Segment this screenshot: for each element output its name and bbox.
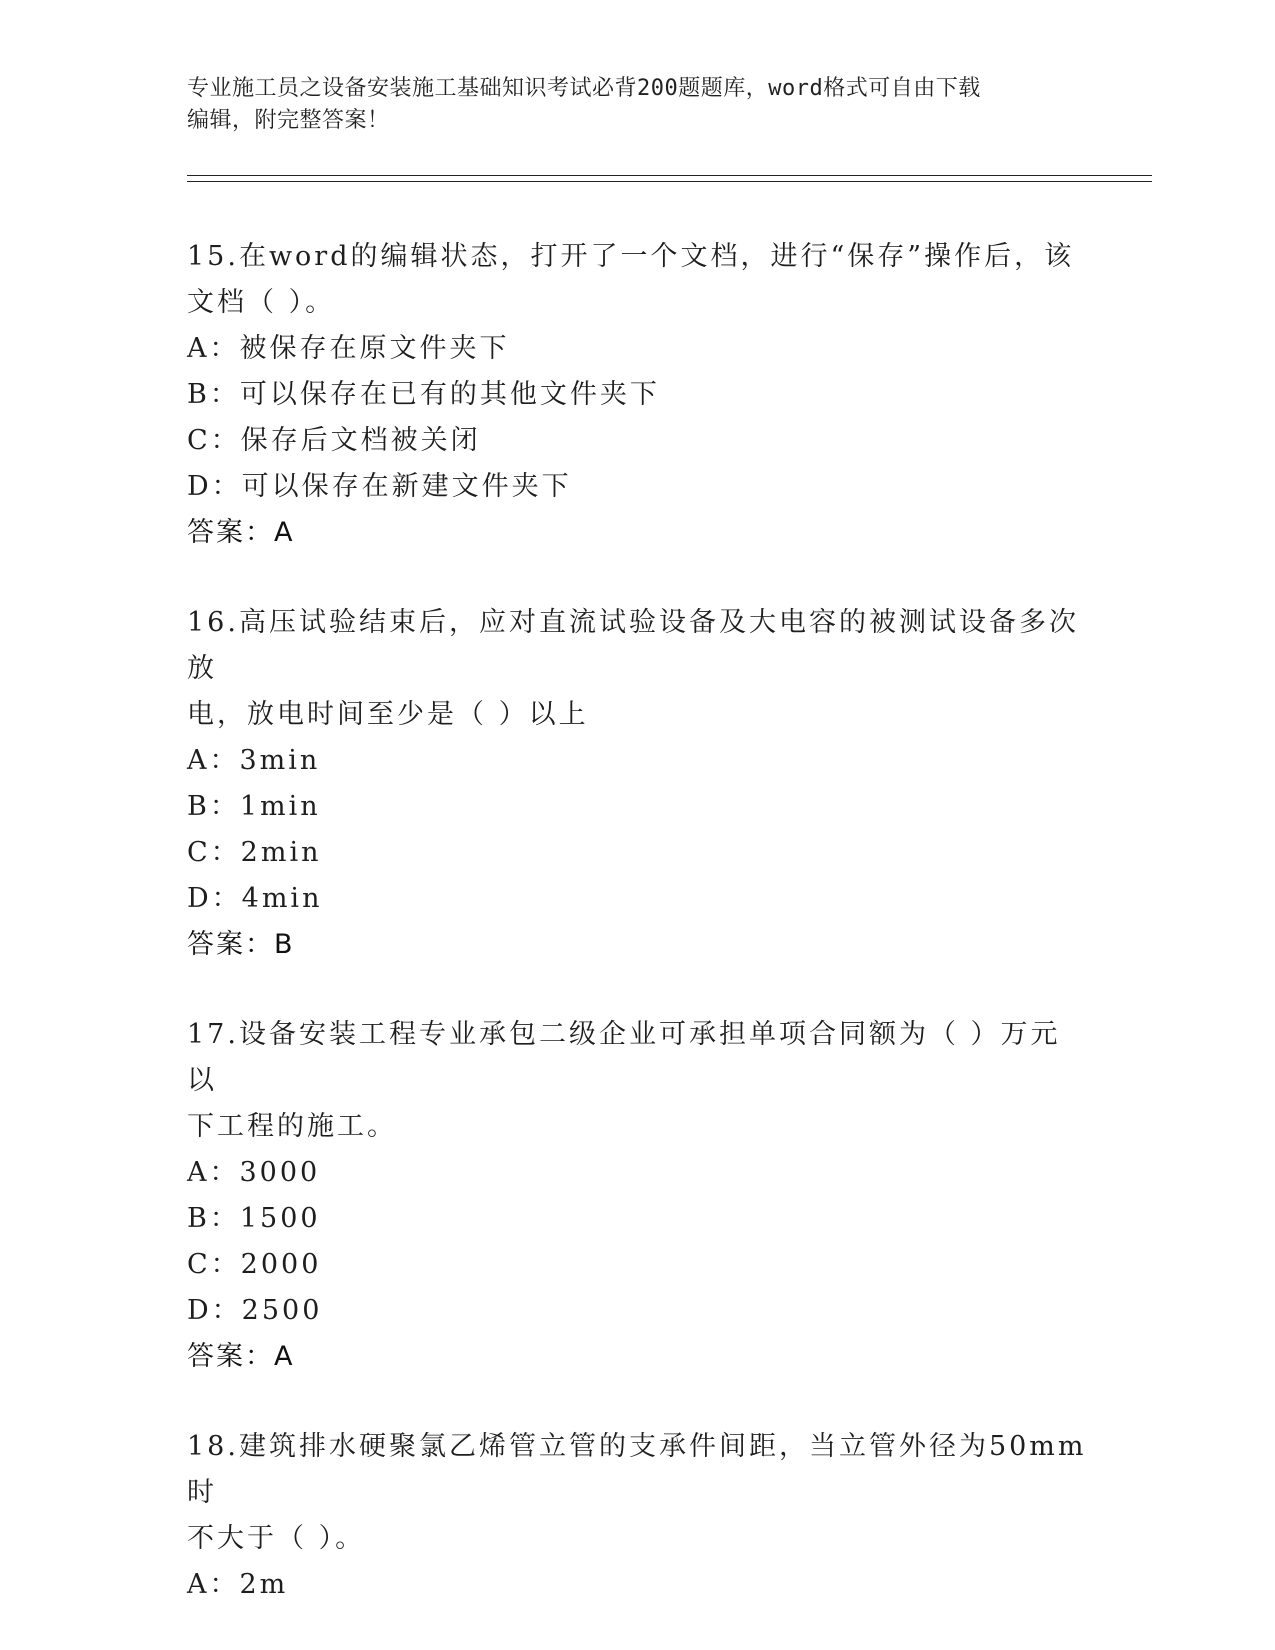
option-c: C：2min xyxy=(187,837,322,868)
option-d: D：2500 xyxy=(187,1295,323,1326)
answer-label: 答案：B xyxy=(187,929,295,960)
option-b: B：1500 xyxy=(187,1203,321,1234)
option-a: A：3min xyxy=(187,745,321,776)
option-d: D：4min xyxy=(187,883,323,914)
option-b: B：1min xyxy=(187,791,321,822)
header-divider-bottom xyxy=(187,181,1152,182)
question-16 xyxy=(187,600,1087,968)
question-stem: 16.高压试验结束后，应对直流试验设备及大电容的被测试设备多次放 电，放电时间至少是（ ）以上 xyxy=(187,607,1079,730)
question-18 xyxy=(187,1424,1087,1608)
question-15 xyxy=(187,234,1087,556)
question-stem: 17.设备安装工程专业承包二级企业可承担单项合同额为（ ）万元以 下工程的施工。 xyxy=(187,1019,1061,1142)
answer-label: 答案：A xyxy=(187,517,295,548)
answer-label: 答案：A xyxy=(187,1341,295,1372)
document-header xyxy=(187,73,1067,137)
question-stem: 15.在word的编辑状态，打开了一个文档，进行“保存”操作后，该 文档（ ）。 xyxy=(187,241,1075,318)
option-a: A：被保存在原文件夹下 xyxy=(187,333,510,364)
header-line-2: 编辑，附完整答案！ xyxy=(187,108,390,133)
question-17 xyxy=(187,1012,1087,1380)
option-a: A：3000 xyxy=(187,1157,321,1188)
question-stem: 18.建筑排水硬聚氯乙烯管立管的支承件间距，当立管外径为50mm时 不大于（ ）。 xyxy=(187,1431,1087,1554)
option-c: C：保存后文档被关闭 xyxy=(187,425,481,456)
option-b: B：可以保存在已有的其他文件夹下 xyxy=(187,379,660,410)
option-a: A：2m xyxy=(187,1569,289,1600)
header-line-1: 专业施工员之设备安装施工基础知识考试必背200题题库，word格式可自由下载 xyxy=(187,76,981,101)
option-d: D：可以保存在新建文件夹下 xyxy=(187,471,572,502)
header-divider-top xyxy=(187,175,1152,176)
option-c: C：2000 xyxy=(187,1249,322,1280)
question-list xyxy=(187,234,1087,1608)
